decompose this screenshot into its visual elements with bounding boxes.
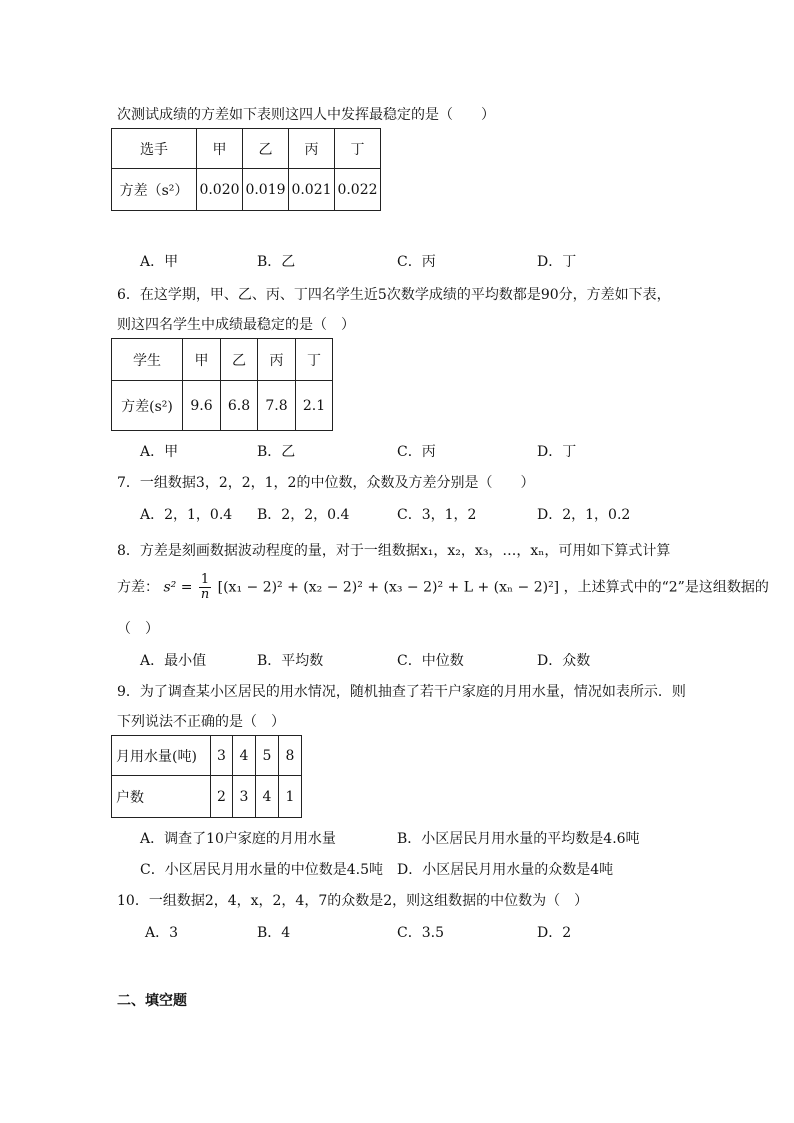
q10-option-c[interactable]: C．3.5 [397,925,444,941]
q5-header-yi: 乙 [243,129,289,169]
q6-option-d[interactable]: D．丁 [537,444,577,460]
q5-row-label: 方差（s²） [112,169,197,211]
q5-option-d[interactable]: D．丁 [537,254,577,270]
q5-value-bing: 0.021 [289,169,335,211]
q8-formula-suffix: ，上述算式中的“2”是这组数据的 [563,579,769,596]
q9-row1-v3: 5 [256,736,279,776]
q9-row2-v3: 4 [256,776,279,818]
q6-value-yi: 6.8 [221,381,258,431]
q8-frac-numerator: 1 [200,572,210,587]
q6-stem-line2: 则这四名学生中成绩最稳定的是（ ） [117,317,355,333]
q7-option-c[interactable]: C．3，1，2 [397,507,477,523]
q7-stem: 7．一组数据3，2，2，1，2的中位数，众数及方差分别是（ ） [117,475,535,491]
q9-row2-label: 户数 [112,776,211,818]
q9-option-d[interactable]: D．小区居民月用水量的众数是4吨 [397,862,614,878]
q10-option-b[interactable]: B．4 [257,925,291,941]
q6-row-label: 方差(s²) [112,381,183,431]
q5-header-bing: 丙 [289,129,335,169]
q6-header-label: 学生 [112,339,183,381]
q5-value-jia: 0.020 [197,169,243,211]
q9-row2-v1: 2 [211,776,233,818]
q10-stem: 10．一组数据2，4，x，2，4，7的众数是2，则这组数据的中位数为（ ） [117,893,589,909]
q8-stem-line1: 8．方差是刻画数据波动程度的量，对于一组数据x₁，x₂，x₃，…，xₙ，可用如下算式计算 [117,543,671,559]
q6-table [111,338,333,431]
q7-option-d[interactable]: D．2，1，0.2 [537,507,631,523]
q9-row2-v4: 1 [279,776,302,818]
q8-option-a[interactable]: A．最小值 [140,653,207,669]
q5-option-b[interactable]: B．乙 [257,254,296,270]
section-heading-fill-in: 二、填空题 [117,993,187,1009]
q8-stem-line3: （ ） [117,621,159,637]
q6-header-yi: 乙 [221,339,258,381]
q9-row1-v4: 8 [279,736,302,776]
q6-option-b[interactable]: B．乙 [257,444,296,460]
q9-option-a[interactable]: A．调查了10户家庭的月用水量 [140,831,336,847]
q7-option-b[interactable]: B．2，2，0.4 [257,507,350,523]
q9-row1-v1: 3 [211,736,233,776]
q9-row2-v2: 3 [233,776,256,818]
q6-value-bing: 7.8 [258,381,296,431]
q10-option-d[interactable]: D．2 [537,925,572,941]
q8-option-c[interactable]: C．中位数 [397,653,464,669]
q6-header-jia: 甲 [183,339,221,381]
q5-table [111,128,381,211]
q9-row1-v2: 4 [233,736,256,776]
q5-header-jia: 甲 [197,129,243,169]
q8-formula-prefix: 方差： [117,579,159,596]
q5-option-c[interactable]: C．丙 [397,254,436,270]
q9-option-b[interactable]: B．小区居民月用水量的平均数是4.6吨 [397,831,640,847]
q10-option-a[interactable]: A．3 [145,925,179,941]
q5-header-ding: 丁 [335,129,381,169]
q8-formula-fraction [199,573,211,602]
q6-option-c[interactable]: C．丙 [397,444,436,460]
q8-formula-lhs: s² = [163,579,193,596]
q7-option-a[interactable]: A．2，1，0.4 [140,507,233,523]
q8-option-d[interactable]: D．众数 [537,653,591,669]
q5-stem: 次测试成绩的方差如下表则这四人中发挥最稳定的是（ ） [117,107,495,123]
q8-frac-denominator: n [200,587,210,602]
q9-stem-line1: 9．为了调查某小区居民的用水情况，随机抽查了若干户家庭的月用水量，情况如表所示．则 [117,684,686,700]
q6-value-jia: 9.6 [183,381,221,431]
q9-option-c[interactable]: C．小区居民月用水量的中位数是4.5吨 [140,862,383,878]
q6-header-bing: 丙 [258,339,296,381]
q6-option-a[interactable]: A．甲 [140,444,179,460]
q8-option-b[interactable]: B．平均数 [257,653,324,669]
q8-formula-body: [(x₁ − 2)² + (x₂ − 2)² + (x₃ − 2)² + L + (xₙ − 2)²] [217,579,560,596]
q5-option-a[interactable]: A．甲 [140,254,179,270]
q9-table [111,735,302,818]
q9-stem-line2: 下列说法不正确的是（ ） [117,714,285,730]
q5-header-label: 选手 [112,129,197,169]
q5-value-ding: 0.022 [335,169,381,211]
q8-formula-line [117,573,769,602]
q6-header-ding: 丁 [296,339,333,381]
q6-stem-line1: 6．在这学期，甲、乙、丙、丁四名学生近5次数学成绩的平均数都是90分，方差如下表， [117,287,671,303]
q6-value-ding: 2.1 [296,381,333,431]
q9-row1-label: 月用水量(吨) [112,736,211,776]
q5-value-yi: 0.019 [243,169,289,211]
